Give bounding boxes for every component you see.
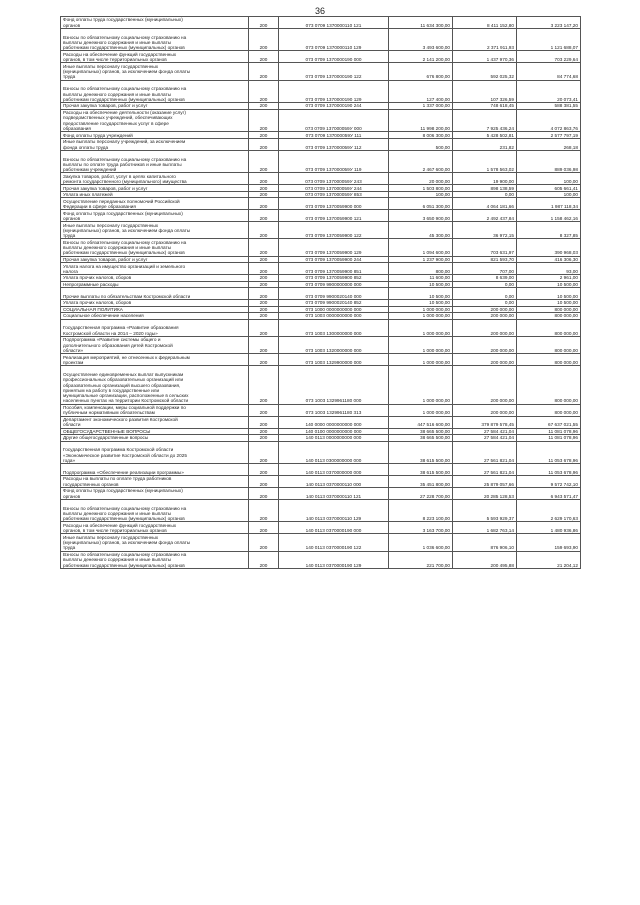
classification-code: 140 0113 0300000000 000 (279, 441, 389, 464)
approved-amount: 10 500,00 (389, 288, 453, 300)
executed-amount: 27 561 821,04 (453, 464, 517, 476)
row-name: Уплата иных платежей (61, 191, 249, 198)
approved-amount: 11 634 300,00 (389, 17, 453, 29)
row-name: Департамент экономического развития Костромской области (61, 416, 249, 428)
admin-code: 200 (249, 51, 279, 63)
approved-amount: 11 600,00 (389, 275, 453, 282)
row-name: ОБЩЕГОСУДАРСТВЕННЫЕ ВОПРОСЫ (61, 428, 249, 435)
row-name: Прочая закупка товаров, работ и услуг (61, 256, 249, 263)
row-name: Взносы по обязательному социальному страхованию на выплаты денежного содержания и иные выплаты работникам государственных (муниципальных) органов (61, 499, 249, 522)
row-name: Прочие выплаты по обязательствам Костромской области (61, 288, 249, 300)
executed-amount: 2 492 437,84 (453, 210, 517, 222)
row-name: Прочая закупка товаров, работ и услуг (61, 103, 249, 110)
admin-code: 200 (249, 464, 279, 476)
executed-amount: 8 639,00 (453, 275, 517, 282)
unexecuted-amount: 268,18 (517, 138, 581, 150)
unexecuted-amount: 889 036,98 (517, 150, 581, 173)
executed-amount: 592 025,32 (453, 63, 517, 80)
unexecuted-amount: 703 229,64 (517, 51, 581, 63)
classification-code: 073 1003 1329900000 000 (279, 354, 389, 366)
table-row (61, 288, 581, 300)
admin-code: 200 (249, 336, 279, 353)
classification-code: 073 0709 1370059900 000 (279, 198, 389, 210)
classification-code: 140 0113 0370000110 129 (279, 499, 389, 522)
approved-amount: 1 000 000,00 (389, 313, 453, 320)
classification-code: 073 0709 1370000190 122 (279, 63, 389, 80)
admin-code: 200 (249, 534, 279, 551)
admin-code: 200 (249, 103, 279, 110)
executed-amount: 1 578 563,02 (453, 150, 517, 173)
row-name: Осуществление единовременных выплат выпускникам профессиональных образовательных организаций или образовательных организаций высшего образования, принятым на работу в государственные или муниципальные организации, расположенные в сельских населенных пунктах на территории Костромской области (61, 366, 249, 405)
classification-code: 073 0709 1370059900 852 (279, 275, 389, 282)
admin-code: 200 (249, 150, 279, 173)
approved-amount: 3 650 900,00 (389, 210, 453, 222)
classification-code: 140 0113 0370000190 122 (279, 534, 389, 551)
row-name: Иные выплаты персоналу государственных (муниципальных) органов, за исключением фонда оплаты труда (61, 534, 249, 551)
approved-amount: 1 000 000,00 (389, 366, 453, 405)
executed-amount: 200 495,88 (453, 551, 517, 568)
approved-amount: 100,00 (389, 191, 453, 198)
table-row (61, 80, 581, 103)
unexecuted-amount: 800 000,00 (517, 336, 581, 353)
admin-code: 200 (249, 319, 279, 336)
unexecuted-amount: 1 480 936,86 (517, 522, 581, 534)
approved-amount: 38 665 500,00 (389, 435, 453, 442)
executed-amount: 107 326,59 (453, 80, 517, 103)
executed-amount: 748 618,45 (453, 103, 517, 110)
classification-code: 073 0709 1370059900 851 (279, 263, 389, 275)
unexecuted-amount: 10 500,00 (517, 288, 581, 300)
classification-code: 140 0113 0370000110 000 (279, 476, 389, 488)
table-row (61, 499, 581, 522)
approved-amount: 27 228 700,00 (389, 488, 453, 500)
row-name: Фонд оплаты труда государственных (муниципальных) органов (61, 488, 249, 500)
admin-code: 200 (249, 313, 279, 320)
table-row (61, 138, 581, 150)
table-row (61, 416, 581, 428)
table-row (61, 464, 581, 476)
table-row (61, 319, 581, 336)
executed-amount: 1 682 763,14 (453, 522, 517, 534)
unexecuted-amount: 2 577 797,19 (517, 132, 581, 139)
classification-code: 073 0709 1370000110 121 (279, 17, 389, 29)
unexecuted-amount: 100,00 (517, 173, 581, 185)
admin-code: 200 (249, 281, 279, 288)
unexecuted-amount: 605 661,41 (517, 185, 581, 192)
executed-amount: 36 972,15 (453, 222, 517, 239)
classification-code: 073 0709 9900020140 852 (279, 300, 389, 307)
unexecuted-amount: 9 572 742,10 (517, 476, 581, 488)
approved-amount: 35 451 800,00 (389, 476, 453, 488)
unexecuted-amount: 93,00 (517, 263, 581, 275)
unexecuted-amount: 1 158 462,16 (517, 210, 581, 222)
row-name: Взносы по обязательному социальному страхованию на выплаты денежного содержания и иные выплаты работникам государственных (муниципальных) органов (61, 28, 249, 51)
unexecuted-amount: 3 223 147,20 (517, 17, 581, 29)
approved-amount: 38 615 500,00 (389, 464, 453, 476)
row-name: Иные выплаты персоналу учреждений, за исключением фонда оплаты труда (61, 138, 249, 150)
row-name: Подпрограмма «Обеспечение реализации программы» (61, 464, 249, 476)
table-row (61, 336, 581, 353)
executed-amount: 2 371 911,93 (453, 28, 517, 51)
classification-code: 073 0709 9900020140 000 (279, 288, 389, 300)
classification-code: 073 0709 137000059У 244 (279, 185, 389, 192)
admin-code: 200 (249, 63, 279, 80)
table-row (61, 198, 581, 210)
approved-amount: 11 998 200,00 (389, 109, 453, 132)
executed-amount: 27 584 421,04 (453, 435, 517, 442)
table-row (61, 185, 581, 192)
table-row (61, 256, 581, 263)
table-row (61, 17, 581, 29)
executed-amount: 379 879 578,45 (453, 416, 517, 428)
row-name: Иные выплаты персоналу государственных (муниципальных) органов, за исключением фонда оплаты труда (61, 63, 249, 80)
admin-code: 200 (249, 416, 279, 428)
row-name: Фонд оплаты труда государственных (муниципальных) органов (61, 17, 249, 29)
approved-amount: 6 051 300,00 (389, 198, 453, 210)
admin-code: 200 (249, 441, 279, 464)
unexecuted-amount: 416 306,30 (517, 256, 581, 263)
approved-amount: 3 493 600,00 (389, 28, 453, 51)
classification-code: 073 0709 1370059900 121 (279, 210, 389, 222)
unexecuted-amount: 21 204,12 (517, 551, 581, 568)
table-row (61, 28, 581, 51)
approved-amount: 1 503 800,00 (389, 185, 453, 192)
table-row (61, 63, 581, 80)
approved-amount: 2 141 200,00 (389, 51, 453, 63)
admin-code: 200 (249, 366, 279, 405)
row-name: Взносы по обязательному социальному страхованию на выплаты денежного содержания и иные выплаты работникам государственных (муниципальных) органов (61, 80, 249, 103)
classification-code: 073 0709 1370059900 129 (279, 239, 389, 256)
table-row (61, 313, 581, 320)
approved-amount: 127 400,00 (389, 80, 453, 103)
table-row (61, 551, 581, 568)
admin-code: 200 (249, 185, 279, 192)
admin-code: 200 (249, 476, 279, 488)
admin-code: 200 (249, 288, 279, 300)
approved-amount: 1 337 000,00 (389, 103, 453, 110)
admin-code: 200 (249, 435, 279, 442)
executed-amount: 821 593,70 (453, 256, 517, 263)
row-name: Другие общегосударственные вопросы (61, 435, 249, 442)
row-name: Государственная программа Костромской области «Экономическое развитие Костромской области до 2025 года» (61, 441, 249, 464)
executed-amount: 200 000,00 (453, 336, 517, 353)
executed-amount: 200 000,00 (453, 404, 517, 416)
unexecuted-amount: 2 961,00 (517, 275, 581, 282)
table-row (61, 239, 581, 256)
approved-amount: 1 237 900,00 (389, 256, 453, 263)
unexecuted-amount: 10 500,00 (517, 281, 581, 288)
unexecuted-amount: 8 327,85 (517, 222, 581, 239)
approved-amount: 800,00 (389, 263, 453, 275)
admin-code: 200 (249, 138, 279, 150)
executed-amount: 1 437 970,36 (453, 51, 517, 63)
approved-amount: 2 467 600,00 (389, 150, 453, 173)
unexecuted-amount: 800 000,00 (517, 404, 581, 416)
page-number: 36 (314, 6, 325, 16)
executed-amount: 703 631,97 (453, 239, 517, 256)
classification-code: 073 0709 1370000110 129 (279, 28, 389, 51)
table-row (61, 488, 581, 500)
row-name: Уплата налога на имущество организаций и земельного налога (61, 263, 249, 275)
approved-amount: 1 036 600,00 (389, 534, 453, 551)
classification-code: 073 0709 1370000190 000 (279, 51, 389, 63)
table-row (61, 476, 581, 488)
approved-amount: 1 000 000,00 (389, 336, 453, 353)
row-name: Фонд оплаты труда государственных (муниципальных) органов (61, 210, 249, 222)
classification-code: 073 0709 9900000000 000 (279, 281, 389, 288)
table-row (61, 103, 581, 110)
admin-code: 200 (249, 173, 279, 185)
executed-amount: 0,00 (453, 191, 517, 198)
row-name: Подпрограмма «Развитие системы общего и дополнительного образования детей Костромской области» (61, 336, 249, 353)
admin-code: 200 (249, 551, 279, 568)
unexecuted-amount: 84 774,68 (517, 63, 581, 80)
row-name: Государственная программа «Развитие образования Костромской области на 2014 – 2020 годы» (61, 319, 249, 336)
classification-code: 140 0113 0370000110 121 (279, 488, 389, 500)
unexecuted-amount: 20 073,41 (517, 80, 581, 103)
executed-amount: 8 411 152,80 (453, 17, 517, 29)
classification-code: 140 0113 0000000000 000 (279, 435, 389, 442)
admin-code: 200 (249, 354, 279, 366)
row-name: Взносы по обязательному социальному страхованию на выплаты денежного содержания и иные выплаты работникам государственных (муниципальных) органов (61, 239, 249, 256)
executed-amount: 707,00 (453, 263, 517, 275)
classification-code: 073 1000 0000000000 000 (279, 306, 389, 313)
classification-code: 140 0100 0000000000 000 (279, 428, 389, 435)
classification-code: 073 0709 137000059У 853 (279, 191, 389, 198)
classification-code: 073 0709 137000059У 119 (279, 150, 389, 173)
unexecuted-amount: 11 081 078,96 (517, 435, 581, 442)
row-name: Иные выплаты персоналу государственных (муниципальных) органов, за исключением фонда оплаты труда (61, 222, 249, 239)
table-row (61, 534, 581, 551)
approved-amount: 1 000 000,00 (389, 306, 453, 313)
unexecuted-amount: 159 693,90 (517, 534, 581, 551)
admin-code: 200 (249, 109, 279, 132)
classification-code: 073 1003 1300000000 000 (279, 319, 389, 336)
unexecuted-amount: 11 053 678,96 (517, 441, 581, 464)
row-name: Расходы на выплаты по оплате труда работников государственных органов (61, 476, 249, 488)
row-name: Расходы на обеспечение деятельности (оказание услуг) подведомственных учреждений, обеспечивающих предоставление государственных услуг в сфере образования (61, 109, 249, 132)
admin-code: 200 (249, 499, 279, 522)
table-row (61, 173, 581, 185)
executed-amount: 4 064 181,66 (453, 198, 517, 210)
admin-code: 200 (249, 263, 279, 275)
executed-amount: 200 000,00 (453, 306, 517, 313)
row-name: Закупка товаров, работ, услуг в целях капитального ремонта государственного (муниципального) имущества (61, 173, 249, 185)
executed-amount: 5 593 929,37 (453, 499, 517, 522)
row-name: Реализация мероприятий, не отнесенных к федеральным проектам (61, 354, 249, 366)
classification-code: 073 1003 1329961180 000 (279, 366, 389, 405)
admin-code: 200 (249, 17, 279, 29)
executed-amount: 200 000,00 (453, 366, 517, 405)
executed-amount: 25 879 057,66 (453, 476, 517, 488)
admin-code: 200 (249, 239, 279, 256)
classification-code: 140 0113 0370000190 129 (279, 551, 389, 568)
table-row (61, 210, 581, 222)
unexecuted-amount: 390 968,03 (517, 239, 581, 256)
unexecuted-amount: 800 000,00 (517, 313, 581, 320)
classification-code: 140 0113 0370000190 000 (279, 522, 389, 534)
admin-code: 200 (249, 488, 279, 500)
row-name: Расходы на обеспечение функций государственных органов, в том числе территориальных органов (61, 51, 249, 63)
approved-amount: 1 000 000,00 (389, 354, 453, 366)
admin-code: 200 (249, 80, 279, 103)
unexecuted-amount: 100,00 (517, 191, 581, 198)
classification-code: 073 1003 1329961180 313 (279, 404, 389, 416)
classification-code: 073 0709 1370000190 244 (279, 103, 389, 110)
executed-amount: 20 285 128,53 (453, 488, 517, 500)
approved-amount: 45 300,00 (389, 222, 453, 239)
classification-code: 073 1003 0000000000 000 (279, 313, 389, 320)
table-row (61, 222, 581, 239)
unexecuted-amount: 11 053 678,96 (517, 464, 581, 476)
classification-code: 073 0709 1370000190 129 (279, 80, 389, 103)
budget-execution-table (60, 16, 581, 569)
executed-amount: 231,82 (453, 138, 517, 150)
row-name: Взносы по обязательному социальному страхованию на выплаты по оплате труда работников и иные выплаты работникам учреждений (61, 150, 249, 173)
approved-amount: 10 500,00 (389, 300, 453, 307)
classification-code: 073 0709 1370059900 122 (279, 222, 389, 239)
executed-amount: 200 000,00 (453, 319, 517, 336)
classification-code: 140 0000 0000000000 000 (279, 416, 389, 428)
admin-code: 200 (249, 275, 279, 282)
approved-amount: 676 800,00 (389, 63, 453, 80)
executed-amount: 876 906,10 (453, 534, 517, 551)
approved-amount: 38 615 500,00 (389, 441, 453, 464)
unexecuted-amount: 11 081 078,96 (517, 428, 581, 435)
classification-code: 073 0709 137000059У 112 (279, 138, 389, 150)
row-name: Уплата прочих налогов, сборов (61, 275, 249, 282)
unexecuted-amount: 800 000,00 (517, 354, 581, 366)
row-name: Расходы на обеспечение функций государственных органов, в том числе территориальных органов (61, 522, 249, 534)
unexecuted-amount: 1 121 688,07 (517, 28, 581, 51)
unexecuted-amount: 1 987 118,34 (517, 198, 581, 210)
row-name: Фонд оплаты труда учреждений (61, 132, 249, 139)
classification-code: 073 0709 137000059У 243 (279, 173, 389, 185)
executed-amount: 0,00 (453, 288, 517, 300)
admin-code: 200 (249, 404, 279, 416)
classification-code: 073 1003 1320000000 000 (279, 336, 389, 353)
executed-amount: 27 561 821,04 (453, 441, 517, 464)
approved-amount: 1 000 000,00 (389, 319, 453, 336)
approved-amount: 20 000,00 (389, 173, 453, 185)
table-row (61, 404, 581, 416)
admin-code: 200 (249, 428, 279, 435)
unexecuted-amount: 10 500,00 (517, 300, 581, 307)
classification-code: 073 0709 137000059У 000 (279, 109, 389, 132)
table-row (61, 354, 581, 366)
approved-amount: 38 665 500,00 (389, 428, 453, 435)
row-name: Осуществление переданных полномочий Российской Федерации в сфере образования (61, 198, 249, 210)
approved-amount: 3 163 700,00 (389, 522, 453, 534)
admin-code: 200 (249, 132, 279, 139)
table-row (61, 522, 581, 534)
classification-code: 073 0709 1370059900 244 (279, 256, 389, 263)
admin-code: 200 (249, 300, 279, 307)
executed-amount: 0,00 (453, 281, 517, 288)
unexecuted-amount: 6 943 571,47 (517, 488, 581, 500)
table-row (61, 441, 581, 464)
row-name: Пособия, компенсации, меры социальной поддержки по публичным нормативным обязательствам (61, 404, 249, 416)
executed-amount: 7 925 436,24 (453, 109, 517, 132)
table-row (61, 366, 581, 405)
executed-amount: 898 138,59 (453, 185, 517, 192)
table-row (61, 51, 581, 63)
approved-amount: 1 094 600,00 (389, 239, 453, 256)
unexecuted-amount: 800 000,00 (517, 366, 581, 405)
unexecuted-amount: 2 629 170,63 (517, 499, 581, 522)
admin-code: 200 (249, 198, 279, 210)
executed-amount: 19 900,00 (453, 173, 517, 185)
unexecuted-amount: 800 000,00 (517, 306, 581, 313)
executed-amount: 27 584 421,04 (453, 428, 517, 435)
admin-code: 200 (249, 28, 279, 51)
admin-code: 200 (249, 522, 279, 534)
unexecuted-amount: 67 637 021,55 (517, 416, 581, 428)
row-name: СОЦИАЛЬНАЯ ПОЛИТИКА (61, 306, 249, 313)
classification-code: 073 0709 137000059У 111 (279, 132, 389, 139)
table-row (61, 263, 581, 275)
admin-code: 200 (249, 306, 279, 313)
executed-amount: 200 000,00 (453, 354, 517, 366)
row-name: Взносы по обязательному социальному страхованию на выплаты денежного содержания и иные выплаты работникам государственных (муниципальных) органов (61, 551, 249, 568)
table-row (61, 428, 581, 435)
approved-amount: 8 223 100,00 (389, 499, 453, 522)
admin-code: 200 (249, 191, 279, 198)
admin-code: 200 (249, 210, 279, 222)
row-name: Уплата прочих налогов, сборов (61, 300, 249, 307)
approved-amount: 10 500,00 (389, 281, 453, 288)
approved-amount: 221 700,00 (389, 551, 453, 568)
admin-code: 200 (249, 222, 279, 239)
classification-code: 140 0113 0370000000 000 (279, 464, 389, 476)
unexecuted-amount: 800 000,00 (517, 319, 581, 336)
unexecuted-amount: 588 381,55 (517, 103, 581, 110)
row-name: Непрограммные расходы (61, 281, 249, 288)
approved-amount: 447 516 600,00 (389, 416, 453, 428)
row-name: Прочая закупка товаров, работ и услуг (61, 185, 249, 192)
executed-amount: 0,00 (453, 300, 517, 307)
row-name: Социальное обеспечение населения (61, 313, 249, 320)
table-row (61, 150, 581, 173)
approved-amount: 500,00 (389, 138, 453, 150)
executed-amount: 5 428 502,81 (453, 132, 517, 139)
table-row (61, 435, 581, 442)
admin-code: 200 (249, 256, 279, 263)
approved-amount: 1 000 000,00 (389, 404, 453, 416)
table-body (61, 17, 581, 569)
approved-amount: 8 006 300,00 (389, 132, 453, 139)
unexecuted-amount: 4 072 863,76 (517, 109, 581, 132)
executed-amount: 200 000,00 (453, 313, 517, 320)
table-row (61, 109, 581, 132)
